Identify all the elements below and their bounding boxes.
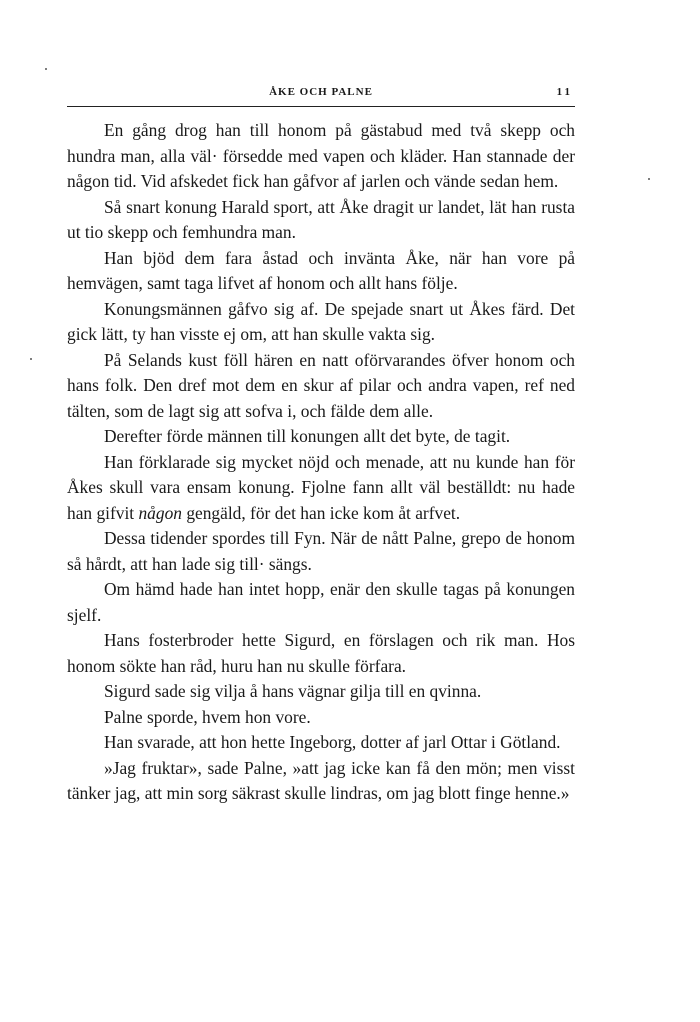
paragraph: Dessa tidender spordes till Fyn. När de nått Palne, grepo de honom så hårdt, att han lade sig till· sängs. — [67, 528, 575, 574]
paragraph: Palne sporde, hvem hon vore. — [104, 706, 311, 727]
paragraph — [67, 450, 575, 527]
header-rule — [67, 106, 575, 107]
paragraph: Han svarade, att hon hette Ingeborg, dotter af jarl Ottar i Götland. — [104, 732, 561, 752]
paragraph: »Jag fruktar», sade Palne, »att jag icke kan få den mön; men visst tänker jag, att min sorg säkrast skulle lindras, om jag blott finge henne.» — [67, 757, 575, 803]
emphasized-word: någon — [138, 502, 182, 523]
running-head-title: ÅKE OCH PALNE — [269, 86, 373, 98]
paragraph-text: gengäld, för det han icke kom åt arfvet. — [181, 502, 461, 523]
paper-speck — [45, 68, 47, 70]
paragraph: Derefter förde männen till konungen allt det byte, de tagit. — [104, 426, 511, 446]
paragraph: På Selands kust föll hären en natt oförvarandes öfver honom och hans folk. Den dref mot dem en skur af pilar och andra vapen, ref ned tälten, som de lagt sig att sofva i, och fälde dem alle. — [67, 349, 575, 421]
paragraph: Konungsmännen gåfvo sig af. De spejade snart ut Åkes färd. Det gick lätt, ty han visste ej om, att han skulle vakta sig. — [67, 298, 575, 344]
paragraph: Sigurd sade sig vilja å hans vägnar gilja till en qvinna. — [104, 681, 482, 701]
page-number: 11 — [556, 86, 573, 98]
paragraph: Hans fosterbroder hette Sigurd, en förslagen och rik man. Hos honom sökte han råd, huru han nu skulle förfara. — [67, 630, 575, 676]
running-head — [67, 86, 575, 104]
paragraph-text: Han förklarade sig mycket nöjd och menade, att nu kunde han för Åkes skull vara ensam konung. Fjolne fann allt väl beställdt: nu hade han gifvit — [67, 451, 575, 523]
paper-speck — [648, 178, 650, 180]
body-text — [67, 118, 575, 807]
paragraph: Han bjöd dem fara åstad och invänta Åke, när han vore på hemvägen, samt taga lifvet af honom och allt hans följe. — [67, 247, 575, 293]
paragraph: En gång drog han till honom på gästabud med två skepp och hundra man, alla väl· försedde med vapen och kläder. Han stannade der någon tid. Vid afskedet fick han gåfvor af jarlen och vände sedan hem. — [67, 120, 575, 191]
paper-speck — [30, 358, 32, 360]
paragraph: Så snart konung Harald sport, att Åke dragit ur landet, lät han rusta ut tio skepp och femhundra man. — [67, 196, 575, 242]
paragraph: Om hämd hade han intet hopp, enär den skulle tagas på konungen sjelf. — [67, 579, 575, 625]
